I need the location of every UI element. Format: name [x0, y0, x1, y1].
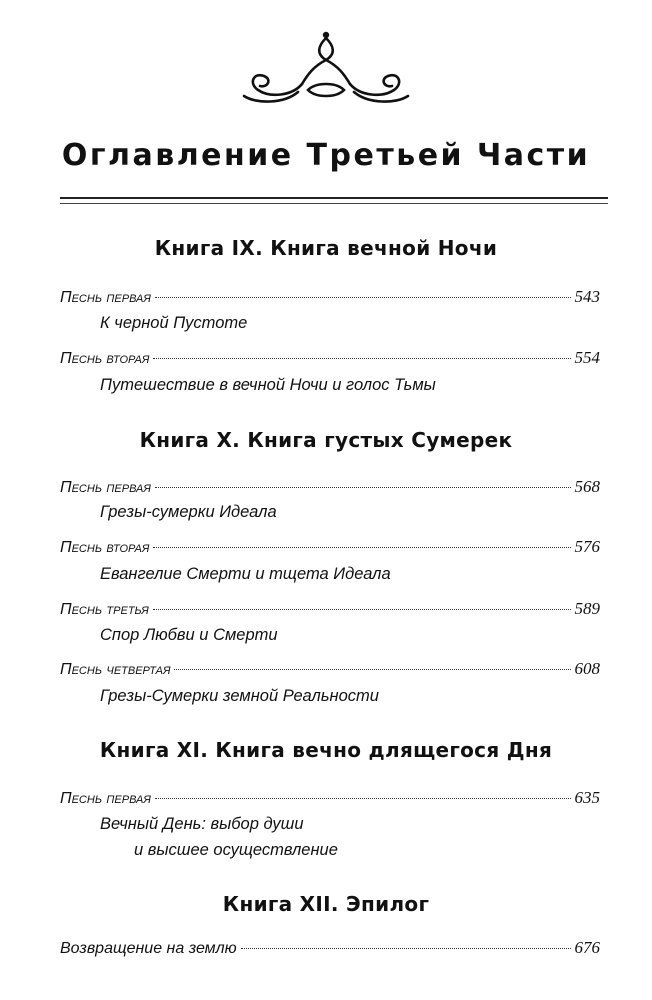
- entry-label: Песнь третья: [60, 601, 149, 618]
- dot-leader: [153, 609, 571, 610]
- entry-label: Возвращение на землю: [60, 940, 237, 957]
- toc-entry[interactable]: [60, 476, 600, 499]
- entry-subtitle: Евангелие Смерти и тщета Идеала: [100, 565, 391, 583]
- entry-subtitle: Грезы-сумерки Идеала: [100, 503, 277, 521]
- page-number: 676: [574, 938, 600, 957]
- page-title: Оглавление Третьей Части: [61, 138, 591, 173]
- toc-entry[interactable]: [60, 598, 600, 621]
- entry-label: Песнь вторая: [60, 350, 150, 367]
- toc-entry[interactable]: [60, 937, 600, 960]
- page-number: 576: [574, 537, 600, 556]
- toc-entry[interactable]: [60, 536, 600, 559]
- entry-subtitle: К черной Пустоте: [100, 314, 248, 332]
- dot-leader: [153, 358, 570, 359]
- page-number: 568: [574, 477, 600, 496]
- ornament-icon: [236, 26, 416, 108]
- page-number: 635: [574, 788, 600, 807]
- entry-subtitle: и высшее осуществление: [134, 841, 338, 859]
- book-heading: Книга IX. Книга вечной Ночи: [154, 236, 498, 260]
- dot-leader: [174, 669, 570, 670]
- page-number: 589: [574, 599, 600, 618]
- dot-leader: [155, 297, 571, 298]
- entry-subtitle: Грезы-Сумерки земной Реальности: [100, 687, 379, 705]
- book-heading: Книга XI. Книга вечно длящегося Дня: [99, 738, 553, 762]
- title-divider: [60, 197, 608, 199]
- toc-entry[interactable]: [60, 347, 600, 370]
- page-number: 554: [574, 348, 600, 367]
- dot-leader: [155, 487, 571, 488]
- book-heading: Книга XII. Эпилог: [222, 892, 430, 916]
- entry-subtitle: Спор Любви и Смерти: [100, 626, 278, 644]
- page-number: 543: [574, 287, 600, 306]
- page-number: 608: [574, 659, 600, 678]
- entry-label: Песнь вторая: [60, 539, 150, 556]
- toc-entry[interactable]: [60, 658, 600, 681]
- toc-entry[interactable]: [60, 787, 600, 810]
- entry-label: Песнь первая: [60, 289, 151, 306]
- title-divider-thin: [60, 203, 608, 204]
- entry-label: Песнь четвертая: [60, 661, 171, 678]
- entry-label: Песнь первая: [60, 479, 151, 496]
- book-heading: Книга X. Книга густых Сумерек: [139, 428, 513, 452]
- toc-entry[interactable]: [60, 286, 600, 309]
- dot-leader: [153, 547, 570, 548]
- entry-subtitle: Путешествие в вечной Ночи и голос Тьмы: [100, 376, 436, 394]
- entry-label: Песнь первая: [60, 790, 151, 807]
- entry-subtitle: Вечный День: выбор души: [100, 815, 304, 833]
- dot-leader: [241, 948, 571, 949]
- dot-leader: [155, 798, 571, 799]
